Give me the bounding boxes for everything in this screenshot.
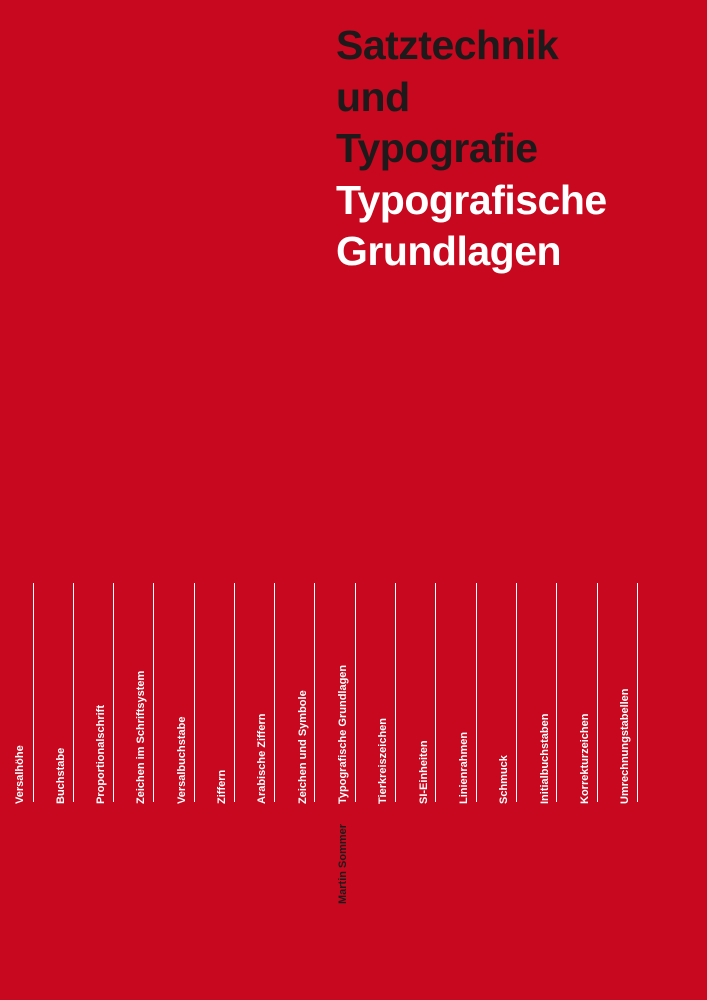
divider-line — [234, 583, 235, 802]
divider-line — [194, 583, 195, 802]
spine-label: Buchstabe — [55, 747, 67, 804]
divider-line — [556, 583, 557, 802]
divider-line — [435, 583, 436, 802]
spine-label: Umrechnungstabellen — [619, 688, 631, 804]
spine-label: Arabische Ziffern — [256, 713, 268, 804]
title-line-2: und — [336, 73, 410, 120]
author-name: Martin Sommer — [337, 823, 349, 904]
spine-label: SI-Einheiten — [418, 740, 430, 804]
divider-line — [274, 583, 275, 802]
divider-line — [153, 583, 154, 802]
spine-label: Ziffern — [216, 769, 228, 804]
divider-line — [314, 583, 315, 802]
divider-line — [637, 583, 638, 802]
divider-line — [355, 583, 356, 802]
divider-line — [73, 583, 74, 802]
spine-label: Versalhöhe — [14, 745, 26, 804]
title-line-1: Satztechnik — [336, 22, 559, 68]
divider-line — [113, 583, 114, 802]
spine-label: Versalbuchstabe — [176, 716, 188, 804]
divider-line — [33, 583, 34, 802]
subtitle-line-2: Grundlagen — [336, 228, 562, 274]
divider-line — [476, 583, 477, 802]
spine-label: Proportionalschrift — [95, 704, 107, 804]
title-line-3: Typografie — [336, 125, 538, 171]
spine-label-highlight: Typografische Grundlagen — [337, 664, 349, 804]
divider-line — [395, 583, 396, 802]
spine-label: Initialbuchstaben — [539, 713, 551, 804]
spine-label: Korrekturzeichen — [579, 713, 591, 804]
spine-label: Zeichen und Symbole — [297, 690, 309, 804]
spine-label: Zeichen im Schriftsystem — [135, 670, 147, 804]
spine-label: Tierkreiszeichen — [377, 717, 389, 804]
cover-title — [336, 20, 696, 278]
subtitle-line-1: Typografische — [336, 176, 607, 223]
divider-line — [597, 583, 598, 802]
spine-label: Linienrahmen — [458, 731, 470, 804]
spine-label: Schmuck — [498, 755, 510, 804]
divider-line — [516, 583, 517, 802]
